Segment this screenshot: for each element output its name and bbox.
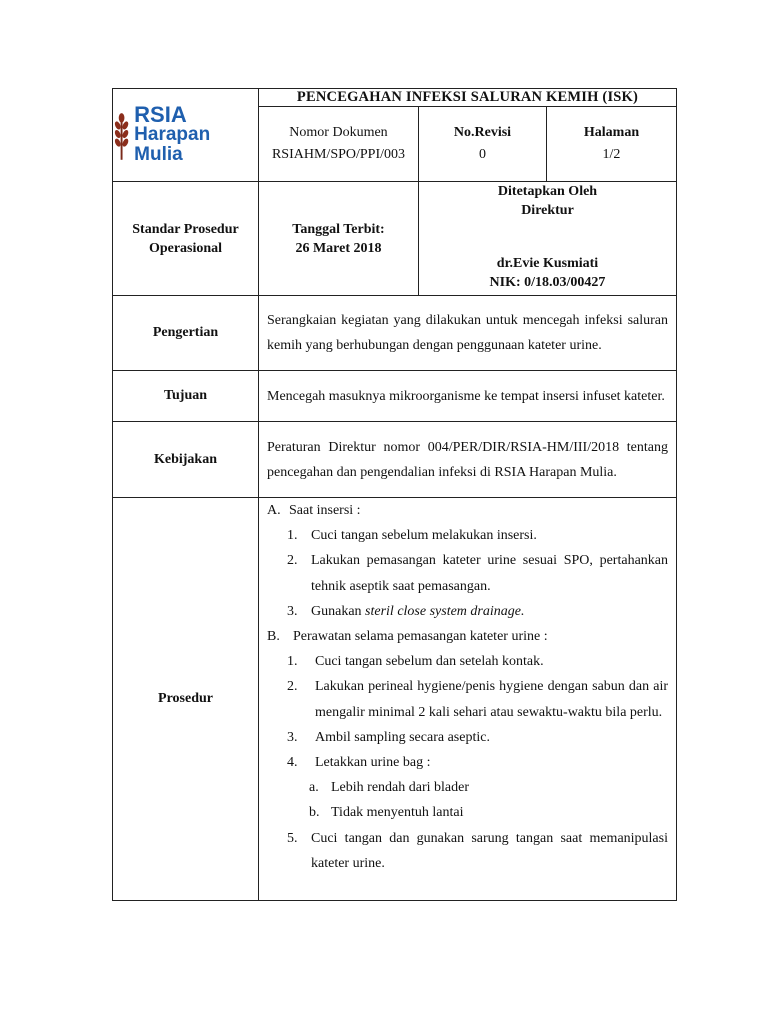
kebijakan-text-cell xyxy=(259,422,677,498)
revision-cell xyxy=(419,107,547,182)
doc-number-label: Nomor Dokumen xyxy=(289,125,388,140)
wheat-icon xyxy=(113,109,130,161)
list-item: A. Saat insersi : xyxy=(267,503,361,518)
pengertian-text-cell xyxy=(259,296,677,371)
issue-date-cell xyxy=(259,182,419,296)
doc-number-cell xyxy=(259,107,419,182)
set-by-line-1: Ditetapkan Oleh xyxy=(497,184,598,199)
tujuan-label: Tujuan xyxy=(113,371,259,422)
list-item: 2. Lakukan pemasangan kateter urine sesuai SPO, pertahankan tehnik aseptik saat pemasangan. xyxy=(287,553,668,594)
approval-cell xyxy=(419,182,677,296)
logo-line-2: Harapan Mulia xyxy=(134,124,211,165)
list-item: a. Lebih rendah dari blader xyxy=(309,780,469,796)
sop-type-cell xyxy=(113,182,259,296)
prosedur-label: Prosedur xyxy=(113,498,259,901)
list-item: 5. Cuci tangan dan gunakan sarung tangan saat memanipulasi kateter urine. xyxy=(287,830,668,871)
signer-name: dr.Evie Kusmiati xyxy=(496,256,599,271)
prosedur-cell xyxy=(259,498,677,901)
list-item: 1. Cuci tangan sebelum dan setelah kontak. xyxy=(287,654,544,670)
list-item: 3. Ambil sampling secara aseptic. xyxy=(287,729,490,745)
sop-type-line-2: Operasional xyxy=(148,240,223,256)
tujuan-text-cell xyxy=(259,371,677,422)
revision-value: 0 xyxy=(479,147,486,162)
pengertian-label: Pengertian xyxy=(113,296,259,371)
sop-document-table xyxy=(112,88,677,901)
page-value: 1/2 xyxy=(602,147,621,162)
list-item: 3. Gunakan steril close system drainage. xyxy=(287,603,525,619)
set-by-line-2: Direktur xyxy=(521,203,574,218)
hospital-logo xyxy=(113,102,258,165)
logo-cell xyxy=(113,89,259,182)
list-item: B. Perawatan selama pemasangan kateter urine : xyxy=(267,629,548,645)
list-item: 4. Letakkan urine bag : xyxy=(287,755,431,771)
page-label: Halaman xyxy=(583,125,640,140)
prosedur-list xyxy=(259,498,676,880)
doc-number-value: RSIAHM/SPO/PPI/003 xyxy=(271,147,406,162)
tujuan-text: Mencegah masuknya mikroorganisme ke tempat insersi infuset kateter. xyxy=(267,388,665,404)
revision-label: No.Revisi xyxy=(453,125,512,140)
list-item: 2. Lakukan perineal hygiene/penis hygiene dengan sabun dan air mengalir minimal 2 kali sehari atau sewaktu-waktu bila perlu. xyxy=(287,679,668,720)
list-item: b. Tidak menyentuh lantai xyxy=(309,805,464,821)
issue-date-label: Tanggal Terbit: xyxy=(292,221,385,237)
list-item: 1. Cuci tangan sebelum melakukan insersi. xyxy=(287,528,537,544)
page-cell xyxy=(547,107,677,182)
issue-date-value: 26 Maret 2018 xyxy=(295,240,382,256)
kebijakan-label: Kebijakan xyxy=(113,422,259,498)
pengertian-text: Serangkaian kegiatan yang dilakukan untuk mencegah infeksi saluran kemih yang berhubungan dengan penggunaan kateter urine. xyxy=(267,313,668,353)
logo-line-1: RSIA xyxy=(134,102,187,127)
sop-type-line-1: Standar Prosedur xyxy=(132,221,239,237)
signer-nik: NIK: 0/18.03/00427 xyxy=(489,275,606,290)
document-title: PENCEGAHAN INFEKSI SALURAN KEMIH (ISK) xyxy=(259,89,677,107)
kebijakan-text: Peraturan Direktur nomor 004/PER/DIR/RSIA-HM/III/2018 tentang pencegahan dan pengendalian infeksi di RSIA Harapan Mulia. xyxy=(267,439,668,480)
